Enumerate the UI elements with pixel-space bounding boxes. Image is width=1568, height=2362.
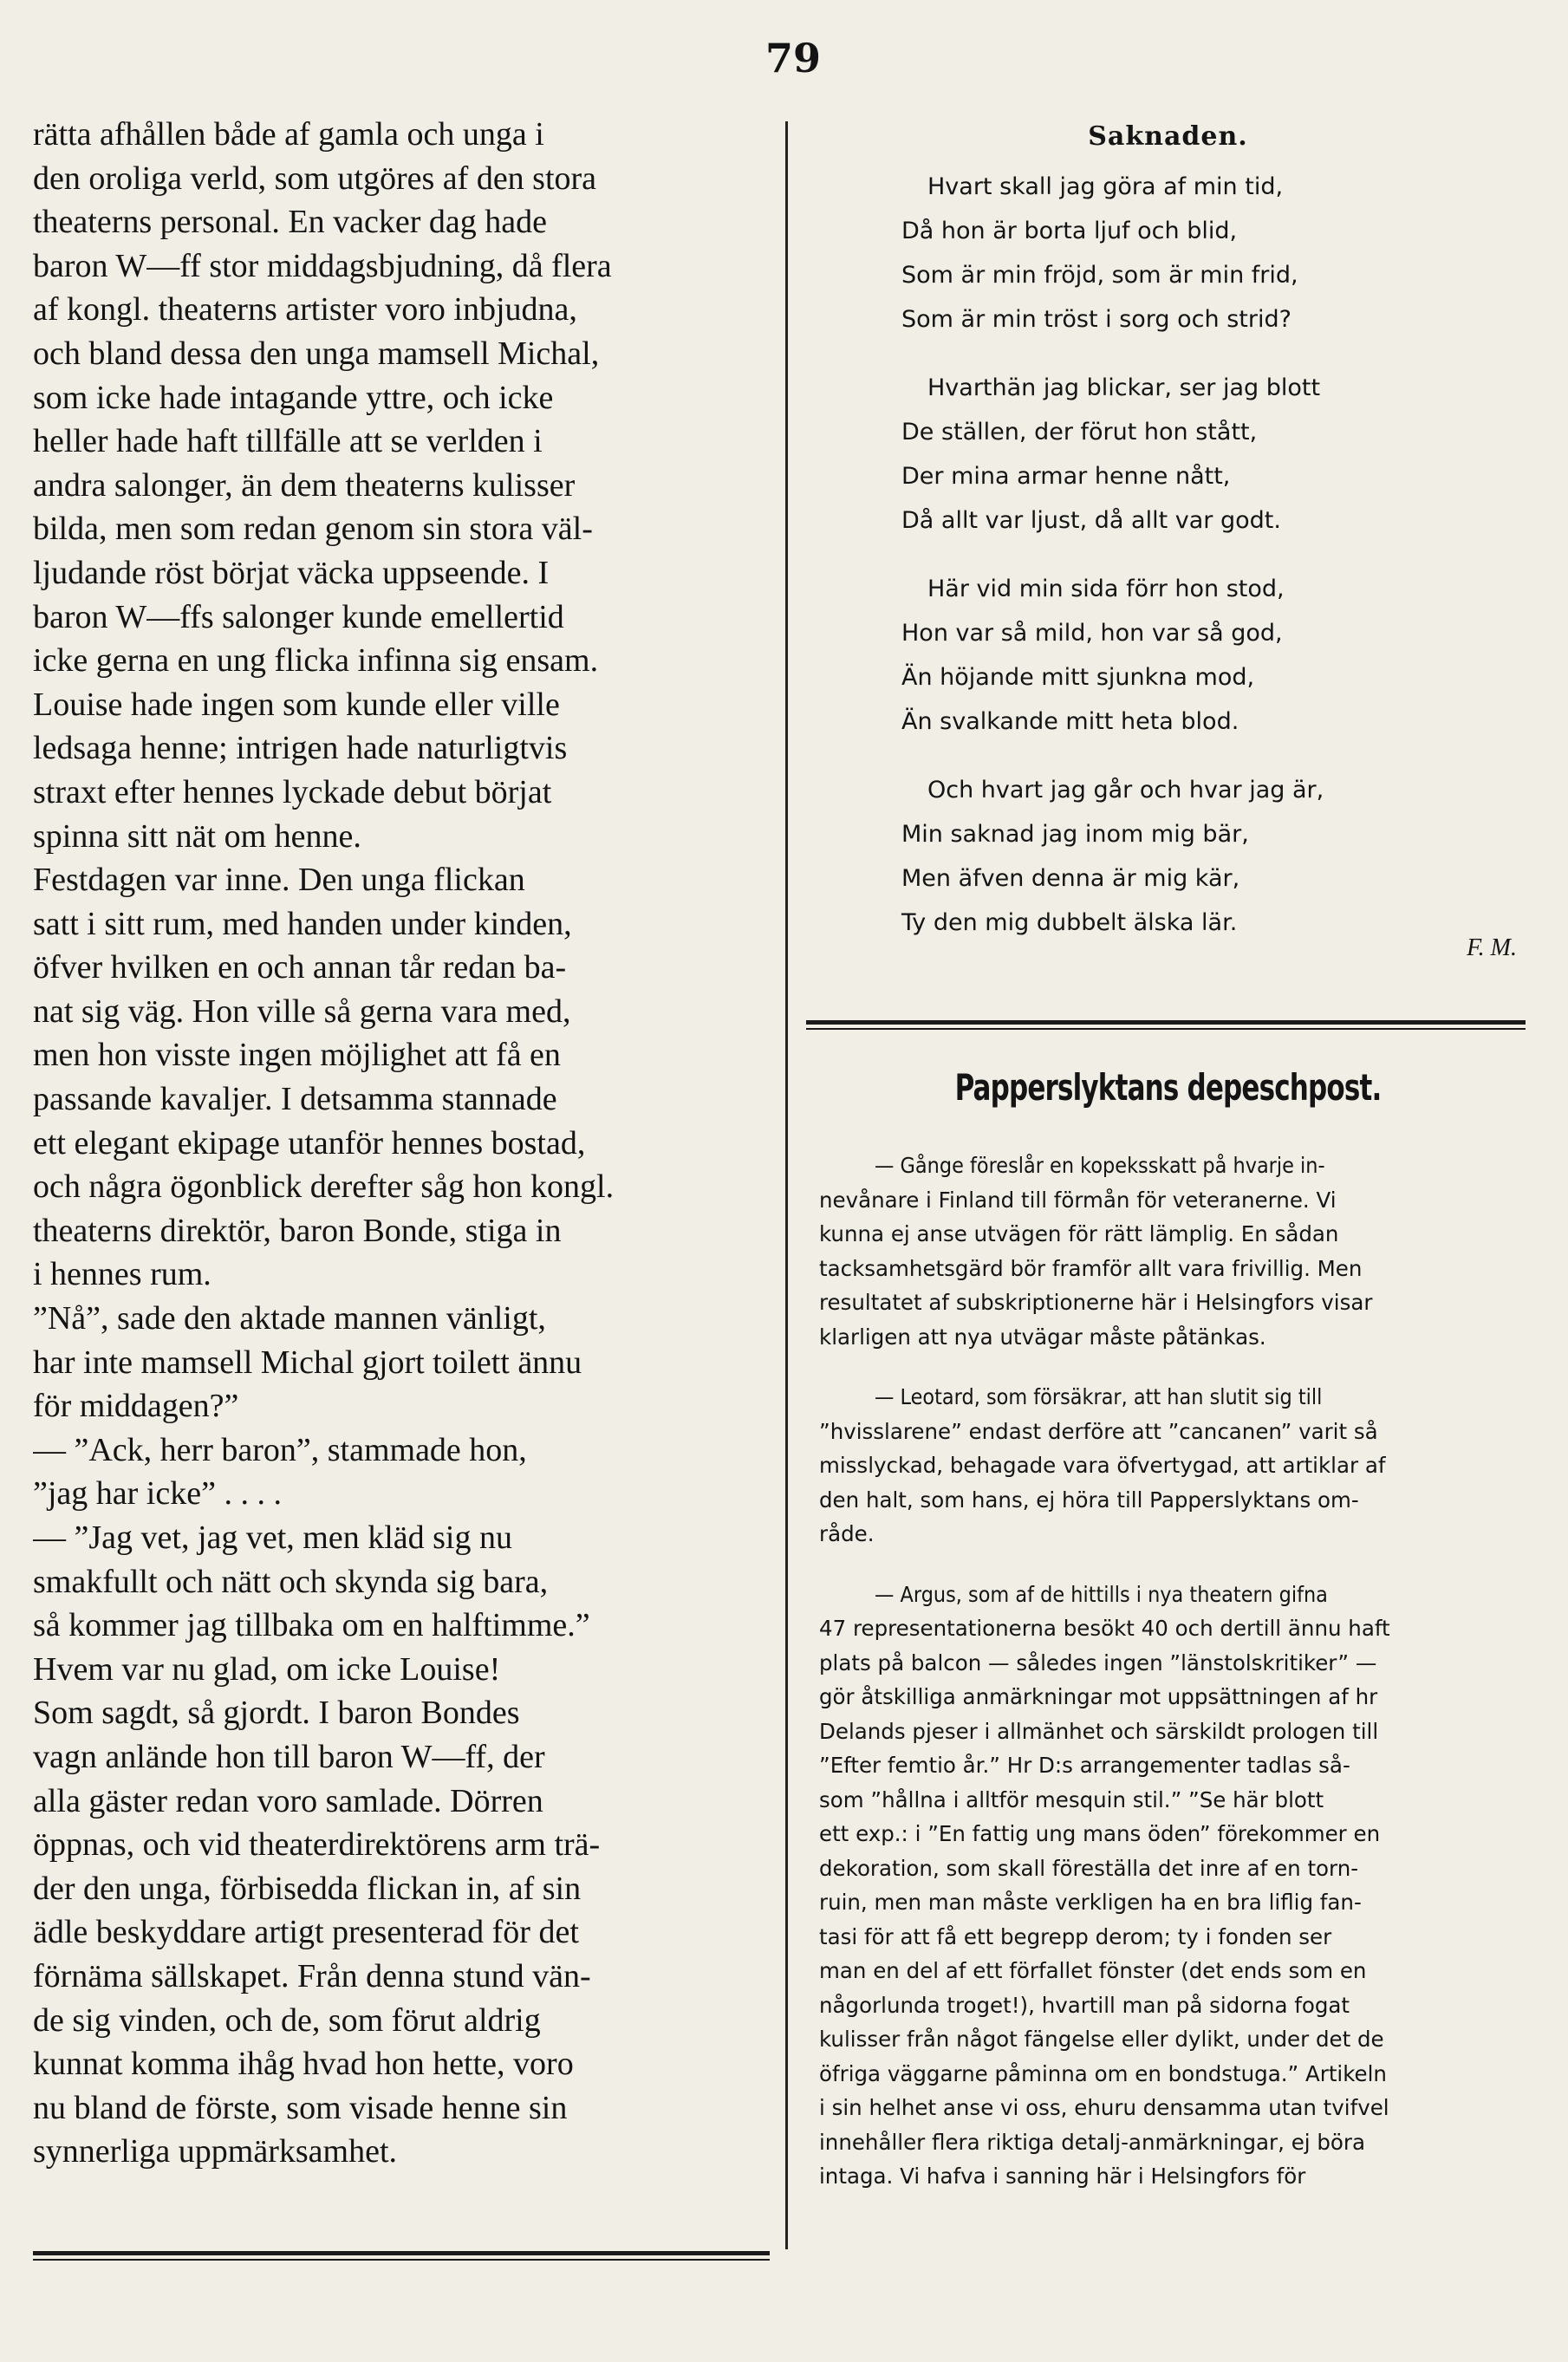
article-line: baron W—ffs salonger kunde emellertid	[33, 598, 564, 635]
dispatch-line: ”hvisslarene” endast derföre att ”cancanen” varit så	[819, 1418, 1378, 1444]
left-column-end-rule	[33, 2251, 770, 2255]
article-line: har inte mamsell Michal gjort toilett ännu	[33, 1344, 582, 1381]
article-line: öfver hvilken en och annan tår redan ba-	[33, 949, 567, 986]
article-line: ”Nå”, sade den aktade mannen vänligt,	[33, 1300, 546, 1337]
poem-line: Som är min tröst i sorg och strid?	[901, 306, 1291, 333]
article-line: de sig vinden, och de, som förut aldrig	[33, 2001, 541, 2039]
article-line: — ”Ack, herr baron”, stammade hon,	[33, 1431, 527, 1468]
dispatch-line: 47 representationerna besökt 40 och dertill ännu haft	[819, 1616, 1390, 1641]
poem-line: De ställen, der förut hon stått,	[901, 419, 1258, 446]
dispatch-line: misslyckad, behagade vara öfvertygad, att artiklar af	[819, 1453, 1386, 1478]
left-column-article	[33, 113, 770, 2228]
article-line: rätta afhållen både af gamla och unga i	[33, 116, 544, 153]
poem-stanza	[901, 768, 1534, 945]
poem-title: Saknaden.	[1088, 121, 1248, 152]
article-line: heller hade haft tillfälle att se verlden i	[33, 423, 543, 460]
dispatch-line: ”Efter femtio år.” Hr D:s arrangementer tadlas så-	[819, 1753, 1350, 1778]
article-line: och några ögonblick derefter såg hon kongl.	[33, 1168, 615, 1206]
article-line: ett elegant ekipage utanför hennes bostad,	[33, 1124, 586, 1161]
article-line: Louise hade ingen som kunde eller ville	[33, 686, 560, 723]
page-number: 79	[764, 35, 821, 81]
article-line: baron W—ff stor middagsbjudning, då flera	[33, 247, 612, 284]
poem-line: Der mina armar henne nått,	[901, 463, 1231, 490]
dispatch-item	[819, 1380, 1530, 1552]
article-line: vagn anlände hon till baron W—ff, der	[33, 1738, 545, 1775]
dispatch-body	[819, 1148, 1530, 2220]
article-line: andra salonger, än dem theaterns kulisser	[33, 466, 576, 504]
poem-body	[802, 165, 1534, 945]
article-line: theaterns personal. En vacker dag hade	[33, 204, 547, 241]
poem-line: Hon var så mild, hon var så god,	[901, 620, 1283, 647]
dispatch-line: Delands pjeser i allmänhet och särskildt prologen till	[819, 1718, 1379, 1744]
dispatch-line: gör åtskilliga anmärkningar mot uppsättningen af hr	[819, 1684, 1378, 1709]
article-line: ljudande röst börjat väcka uppseende. I	[33, 554, 550, 591]
article-line: öppnas, och vid theaterdirektörens arm trä-	[33, 1826, 601, 1864]
dispatch-line: — Argus, som af de hittills i nya theatern gifna	[875, 1581, 1328, 1607]
article-line: straxt efter hennes lyckade debut börjat	[33, 773, 552, 810]
dispatch-line: den halt, som hans, ej höra till Papperslyktans om-	[819, 1487, 1359, 1513]
poem-line: Då allt var ljust, då allt var godt.	[901, 507, 1281, 534]
article-line: satt i sitt rum, med handen under kinden,	[33, 905, 572, 942]
article-line: förnäma sällskapet. Från denna stund vän-	[33, 1957, 591, 1994]
article-line: men hon visste ingen möjlighet att få en	[33, 1037, 561, 1074]
article-line: och bland dessa den unga mamsell Michal,	[33, 335, 600, 372]
article-line: passande kavaljer. I detsamma stannade	[33, 1081, 557, 1118]
poem-line: Men äfven denna är mig kär,	[901, 865, 1240, 892]
dispatch-line: öfriga väggarne påminna om en bondstuga.” Artikeln	[819, 2060, 1387, 2086]
article-line: smakfullt och nätt och skynda sig bara,	[33, 1563, 549, 1600]
article-line: theaterns direktör, baron Bonde, stiga in	[33, 1212, 562, 1249]
article-line: ledsaga henne; intrigen hade naturligtvis	[33, 730, 568, 767]
dispatch-line: intaga. Vi hafva i sanning här i Helsingfors för	[819, 2164, 1306, 2189]
dispatch-line: ett exp.: i ”En fattig ung mans öden” förekommer en	[819, 1821, 1381, 1846]
article-line: i hennes rum.	[33, 1256, 211, 1293]
poem-line: Ty den mig dubbelt älska lär.	[901, 909, 1238, 936]
dispatch-line: ruin, men man måste verkligen ha en bra liflig fan-	[819, 1890, 1362, 1915]
article-line: icke gerna en ung flicka infinna sig ensam.	[33, 642, 599, 680]
article-line: som icke hade intagande yttre, och icke	[33, 379, 554, 416]
dispatch-line: råde.	[819, 1521, 875, 1546]
article-line: kunnat komma ihåg hvad hon hette, voro	[33, 2046, 574, 2083]
poem-stanza	[901, 165, 1534, 342]
section-divider-rule-thin	[806, 1028, 1526, 1030]
article-line: den oroliga verld, som utgöres af den stora	[33, 159, 597, 197]
poem-stanza	[901, 567, 1534, 744]
poem-line: Här vid min sida förr hon stod,	[927, 576, 1285, 602]
dispatch-line: som ”hållna i alltför mesquin stil.” ”Se här blott	[819, 1786, 1324, 1812]
dispatch-item	[819, 1578, 1530, 2194]
dispatch-line: någorlunda troget!), hvartill man på sidorna fogat	[819, 1992, 1350, 2018]
dispatch-title: Papperslyktans depeschpost.	[954, 1066, 1382, 1109]
article-line: — ”Jag vet, jag vet, men kläd sig nu	[33, 1519, 512, 1556]
article-line: Som sagdt, så gjordt. I baron Bondes	[33, 1695, 520, 1732]
dispatch-line: nevånare i Finland till förmån för veteranerne. Vi	[819, 1187, 1337, 1213]
article-line: synnerliga uppmärksamhet.	[33, 2133, 398, 2170]
dispatch-line: klarligen att nya utvägar måste påtänkas.	[819, 1324, 1266, 1350]
poem-line: Och hvart jag går och hvar jag är,	[927, 777, 1324, 804]
dispatch-line: resultatet af subskriptionerne här i Helsingfors visar	[819, 1290, 1373, 1315]
poem-line: Hvarthän jag blickar, ser jag blott	[927, 374, 1321, 401]
section-divider-rule	[806, 1020, 1526, 1025]
dispatch-line: plats på balcon — således ingen ”länstolskritiker” —	[819, 1649, 1377, 1676]
dispatch-line: dekoration, som skall föreställa det inre af en torn-	[819, 1855, 1359, 1881]
article-line: alla gäster redan voro samlade. Dörren	[33, 1782, 543, 1819]
dispatch-line: man en del af ett förfallet fönster (det ends som en	[819, 1958, 1367, 1983]
article-line: bilda, men som redan genom sin stora väl-	[33, 511, 593, 548]
article-line: nat sig väg. Hon ville så gerna vara med,	[33, 992, 571, 1030]
poem-stanza	[901, 366, 1534, 543]
article-line: så kommer jag tillbaka om en halftimme.”	[33, 1607, 590, 1644]
dispatch-item	[819, 1148, 1530, 1354]
article-line: ”jag har icke” . . . .	[33, 1475, 282, 1513]
column-divider	[785, 121, 788, 2249]
article-line: ädle beskyddare artigt presenterad för det	[33, 1914, 579, 1951]
poem-line: Min saknad jag inom mig bär,	[901, 821, 1249, 848]
poem-line: Då hon är borta ljuf och blid,	[901, 218, 1238, 244]
dispatch-line: i sin helhet anse vi oss, ehuru densamma utan tvifvel	[819, 2095, 1389, 2120]
left-column-end-rule-thin	[33, 2259, 770, 2261]
dispatch-line: innehåller flera riktiga detalj-anmärkningar, ej böra	[819, 2129, 1365, 2155]
article-line: Hvem var nu glad, om icke Louise!	[33, 1650, 501, 1688]
poem-line: Som är min fröjd, som är min frid,	[901, 262, 1298, 289]
article-line: för middagen?”	[33, 1388, 239, 1425]
poem-line: Hvart skall jag göra af min tid,	[927, 173, 1284, 200]
article-line: spinna sitt nät om henne.	[33, 817, 361, 855]
poem-line: Än höjande mitt sjunkna mod,	[901, 664, 1255, 691]
dispatch-line: — Leotard, som försäkrar, att han slutit sig till	[875, 1384, 1323, 1409]
poem-signature: F. M.	[1467, 934, 1517, 961]
article-line: af kongl. theaterns artister voro inbjudna,	[33, 291, 577, 329]
article-line: der den unga, förbisedda flickan in, af sin	[33, 1870, 582, 1907]
poem-line: Än svalkande mitt heta blod.	[901, 708, 1239, 735]
dispatch-line: kulisser från något fängelse eller dylikt, under det de	[819, 2027, 1384, 2052]
dispatch-line: tasi för att få ett begrepp derom; ty i fonden ser	[819, 1923, 1332, 1949]
dispatch-line: tacksamhetsgärd bör framför allt vara frivillig. Men	[819, 1255, 1363, 1281]
dispatch-line: — Gånge föreslår en kopeksskatt på hvarje in-	[875, 1153, 1325, 1178]
article-line: Festdagen var inne. Den unga flickan	[33, 862, 525, 899]
dispatch-line: kunna ej anse utvägen för rätt lämplig. En sådan	[819, 1221, 1339, 1246]
article-line: nu bland de förste, som visade henne sin	[33, 2089, 568, 2126]
